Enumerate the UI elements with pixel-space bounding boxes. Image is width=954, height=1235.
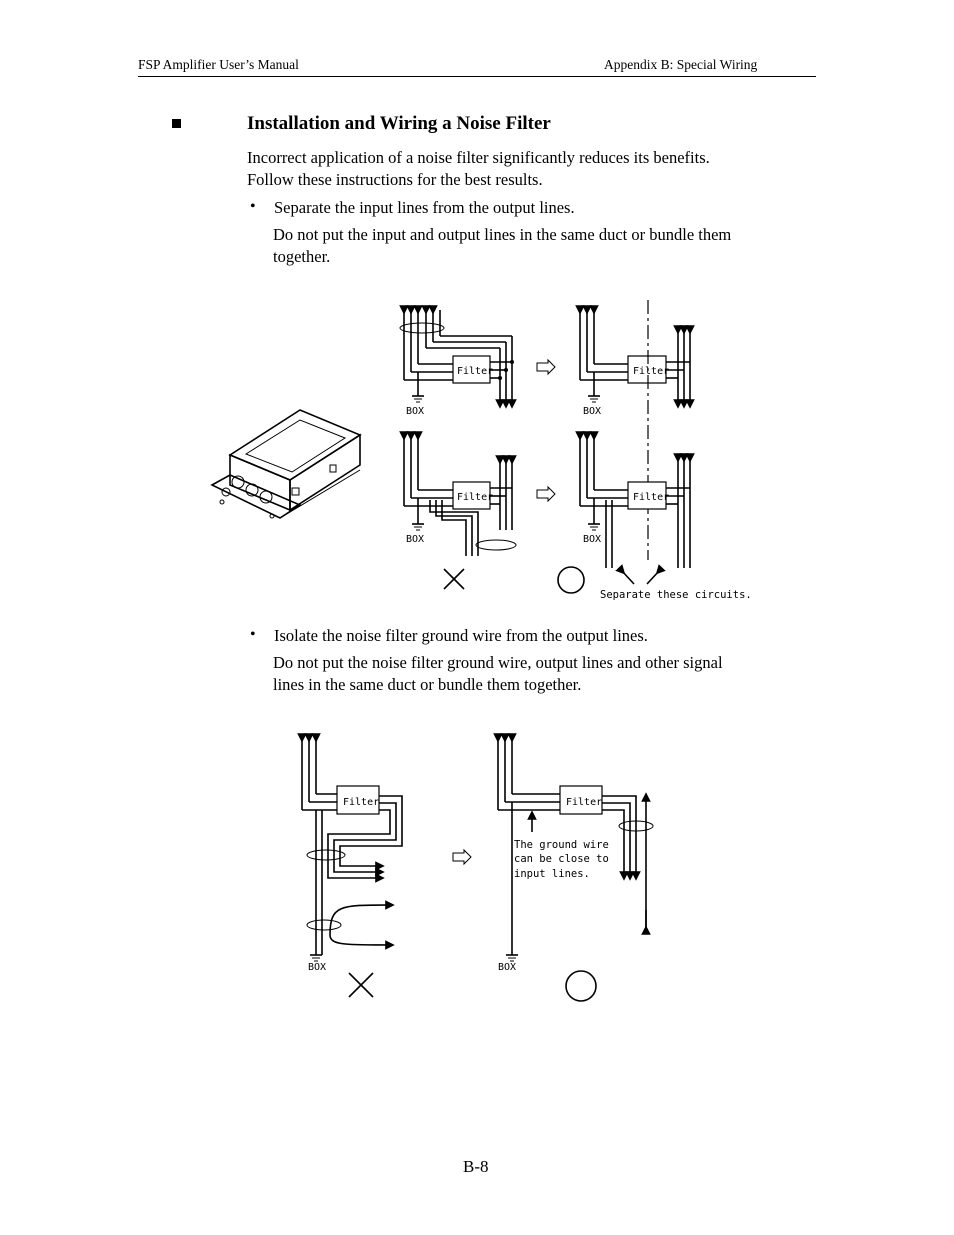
wrong-mark-icon (349, 973, 373, 997)
intro-line-1: Incorrect application of a noise filter significantly reduces its benefits. (247, 148, 710, 167)
box-label: BOX (498, 962, 517, 973)
page-number: B-8 (463, 1157, 489, 1176)
diagram1-top-left (400, 310, 514, 417)
bullet-1-title: Separate the input lines from the output lines. (274, 198, 575, 217)
diagram1-bottom-left (404, 436, 516, 556)
box-label: BOX (406, 534, 425, 545)
bullet-1-line-1: Do not put the input and output lines in the same duct or bundle them (273, 225, 732, 244)
header-manual-title: FSP Amplifier User’s Manual (138, 57, 299, 72)
bullet-2-line-2: lines in the same duct or bundle them together. (273, 675, 582, 694)
bullet-dot-2: • (250, 626, 256, 643)
filter-label: Filter (457, 492, 494, 503)
header-appendix-title: Appendix B: Special Wiring (604, 57, 758, 72)
wrong-mark-icon (444, 569, 464, 589)
noise-filter-illustration (212, 410, 360, 518)
filter-label: Filter (343, 797, 380, 808)
separate-circuits-note: Separate these circuits. (600, 589, 752, 601)
section-heading: Installation and Wiring a Noise Filter (247, 113, 551, 134)
arrow-right-icon (537, 487, 555, 501)
diagram2-left (302, 738, 402, 973)
filter-label: Filter (633, 492, 670, 503)
ground-note-line-2: can be close to (514, 853, 609, 865)
box-label: BOX (583, 406, 602, 417)
bullet-dot-1: • (250, 198, 256, 215)
box-label: BOX (583, 534, 602, 545)
diagram1-bottom-right (580, 436, 690, 568)
filter-label: Filter (566, 797, 603, 808)
diagram1-top-right (580, 300, 690, 560)
diagram2-right (498, 738, 653, 973)
arrow-right-icon (453, 850, 471, 864)
intro-line-2: Follow these instructions for the best results. (247, 170, 543, 189)
box-label: BOX (406, 406, 425, 417)
correct-mark-icon (558, 567, 584, 593)
bullet-2-body (273, 652, 813, 696)
arrow-right-icon (537, 360, 555, 374)
ground-note-line-3: input lines. (514, 868, 590, 880)
correct-mark-icon (566, 971, 596, 1001)
filter-label: Filter (457, 366, 494, 377)
bullet-2-title: Isolate the noise filter ground wire from the output lines. (274, 626, 648, 645)
bullet-2-line-1: Do not put the noise filter ground wire, output lines and other signal (273, 653, 723, 672)
bullet-1-line-2: together. (273, 247, 331, 266)
box-label: BOX (308, 962, 327, 973)
ground-note-line-1: The ground wire (514, 839, 609, 851)
filter-label: Filter (633, 366, 670, 377)
